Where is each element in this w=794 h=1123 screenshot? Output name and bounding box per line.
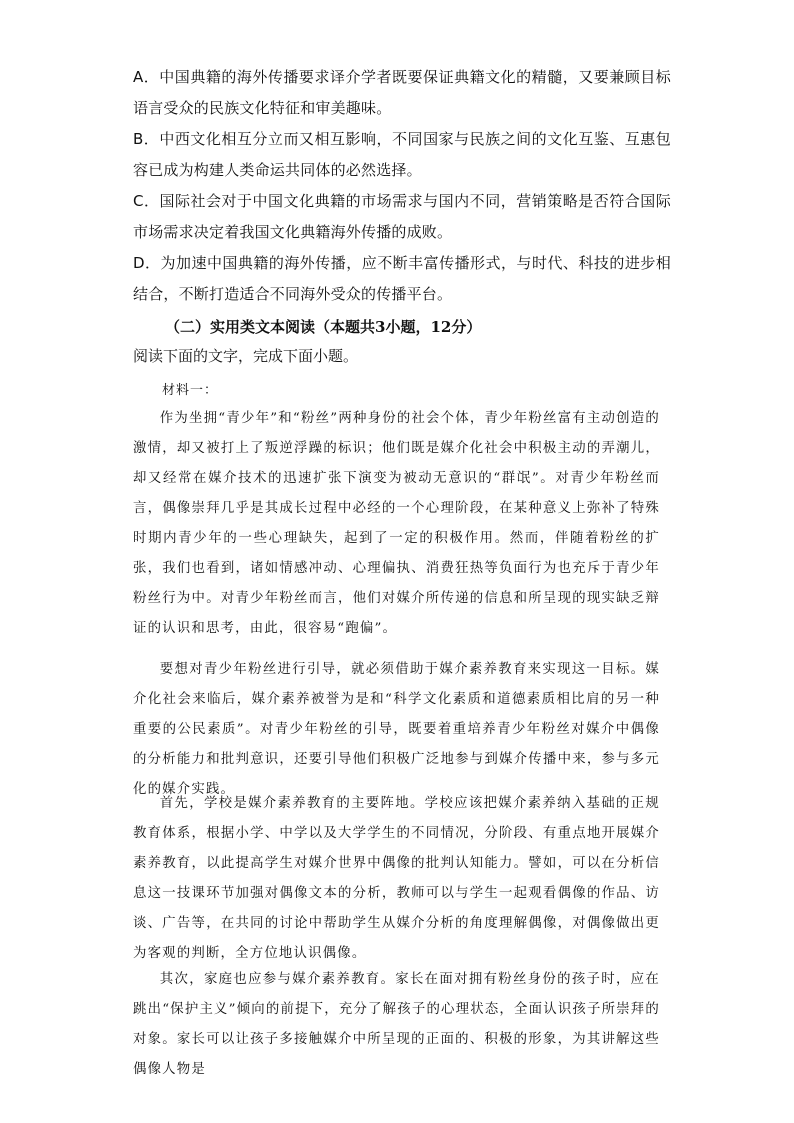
material-label: 材料一：: [162, 383, 219, 398]
paragraph-1: 作为坐拥“青少年”和“粉丝”两种身份的社会个体，青少年粉丝富有主动创造的激情，却又被打上了叛逆浮躁的标识；他们既是媒介化社会中积极主动的弄潮儿，却又经常在媒介技术的迅速扩张下演变为被动无意识的“群氓”。对青少年粉丝而言，偶像崇拜几乎是其成长过程中必经的一个心理阶段，在某种意义上弥补了特殊时期内青少年的一些心理缺失，起到了一定的积极作用。然而，伴随着粉丝的扩张，我们也看到，诸如情感冲动、心理偏执、消费狂热等负面行为也充斥于青少年粉丝行为中。对青少年粉丝而言，他们对媒介所传递的信息和所呈现的现实缺乏辩证的认识和思考，由此，很容易“跑偏”。: [133, 411, 660, 636]
paragraph-2: 要想对青少年粉丝进行引导，就必须借助于媒介素养教育来实现这一目标。媒介化社会来临后，媒介素养被誉为是和“科学文化素质和道德素质相比肩的另一种重要的公民素质”。对青少年粉丝的引导，既要着重培养青少年粉丝对媒介中偶像的分析能力和批判意识，还要引导他们积极广泛地参与到媒介传播中来，参与多元化的媒介实践。: [133, 662, 660, 797]
paragraph-3: 首先，学校是媒介素养教育的主要阵地。学校应该把媒介素养纳入基础的正规教育体系，根据小学、中学以及大学学生的不同情况，分阶段、有重点地开展媒介素养教育，以此提高学生对媒介世界中偶像的批判认知能力。譬如，可以在分析信息这一技课环节加强对偶像文本的分析，教师可以与学生一起观看偶像的作品、访谈、广告等，在共同的讨论中帮助学生从媒介分析的角度理解偶像，对偶像做出更为客观的判断，全方位地认识偶像。: [133, 796, 660, 961]
reading-instruction: 阅读下面的文字，完成下面小题。: [133, 347, 359, 365]
answer-option-d: D．为加速中国典籍的海外传播，应不断丰富传播形式，与时代、科技的进步相结合，不断打造适合不同海外受众的传播平台。: [133, 254, 671, 303]
answer-option-a: A．中国典籍的海外传播要求译介学者既要保证典籍文化的精髓，又要兼顾目标语言受众的民族文化特征和审美趣味。: [133, 68, 671, 117]
section-heading: （二）实用类文本阅读（本题共3小题，12分）: [165, 318, 482, 336]
answer-option-b: B．中西文化相互分立而又相互影响，不同国家与民族之间的文化互鉴、互惠包容已成为构建人类命运共同体的必然选择。: [133, 130, 671, 179]
answer-option-c: C．国际社会对于中国文化典籍的市场需求与国内不同，营销策略是否符合国际市场需求决定着我国文化典籍海外传播的成败。: [133, 192, 671, 241]
paragraph-4: 其次，家庭也应参与媒介素养教育。家长在面对拥有粉丝身份的孩子时，应在跳出“保护主义”倾向的前提下，充分了解孩子的心理状态，全面认识孩子所崇拜的对象。家长可以让孩子多接触媒介中所呈现的正面的、积极的形象，为其讲解这些偶像人物是: [133, 972, 660, 1077]
